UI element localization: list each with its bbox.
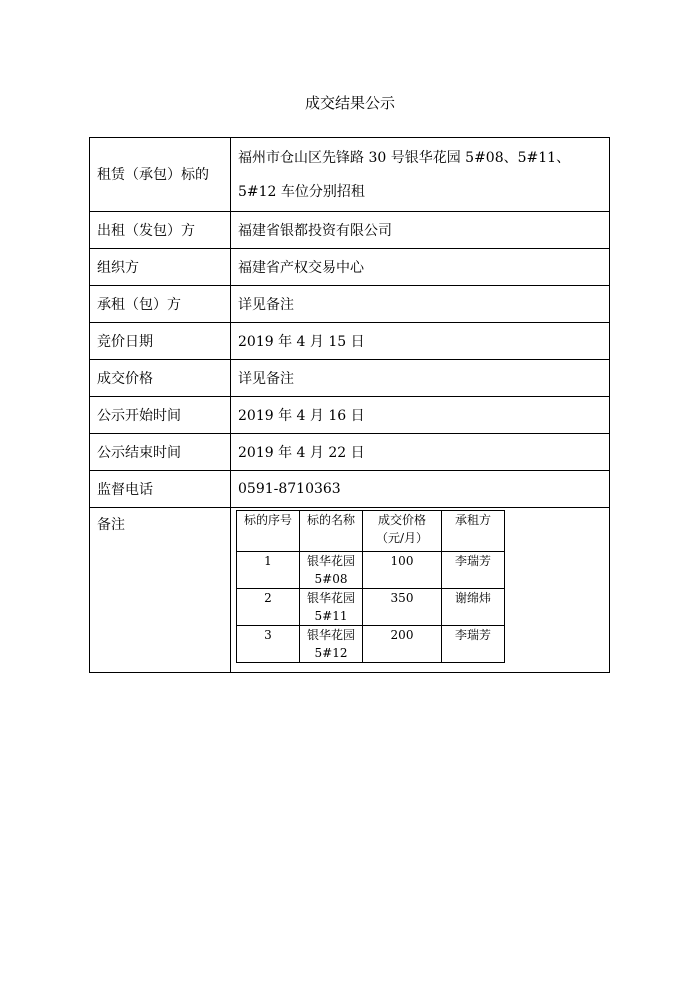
subtable-header bbox=[237, 511, 505, 552]
row-value: 2019 年 4 月 16 日 bbox=[231, 397, 610, 434]
row-value: 福州市仓山区先锋路 30 号银华花园 5#08、5#11、5#12 车位分别招租 bbox=[231, 138, 610, 212]
table-row bbox=[90, 138, 610, 212]
lot-name: 银华花园 5#11 bbox=[300, 589, 363, 626]
lot-name: 银华花园 5#08 bbox=[300, 552, 363, 589]
row-label: 承租（包）方 bbox=[90, 286, 231, 323]
row-value: 详见备注 bbox=[231, 286, 610, 323]
table-row bbox=[90, 360, 610, 397]
table-row bbox=[90, 323, 610, 360]
table-row bbox=[90, 397, 610, 434]
header-lot-name: 标的名称 bbox=[300, 511, 363, 552]
row-label: 监督电话 bbox=[90, 471, 231, 508]
table-row bbox=[90, 434, 610, 471]
lot-tenant: 李瑞芳 bbox=[442, 552, 505, 589]
table-row bbox=[90, 471, 610, 508]
lot-price: 200 bbox=[363, 626, 442, 663]
lot-number: 2 bbox=[237, 589, 300, 626]
subtable-row bbox=[237, 626, 505, 663]
row-value: 0591-8710363 bbox=[231, 471, 610, 508]
lot-name: 银华花园 5#12 bbox=[300, 626, 363, 663]
lot-number: 3 bbox=[237, 626, 300, 663]
row-value: 2019 年 4 月 22 日 bbox=[231, 434, 610, 471]
lot-price: 100 bbox=[363, 552, 442, 589]
lot-number: 1 bbox=[237, 552, 300, 589]
table-row bbox=[90, 286, 610, 323]
table-row bbox=[90, 249, 610, 286]
table-row bbox=[90, 212, 610, 249]
row-label: 竞价日期 bbox=[90, 323, 231, 360]
row-label: 成交价格 bbox=[90, 360, 231, 397]
lot-price: 350 bbox=[363, 589, 442, 626]
notes-row bbox=[90, 508, 610, 673]
row-label: 公示开始时间 bbox=[90, 397, 231, 434]
notes-cell bbox=[231, 508, 610, 673]
subtable-row bbox=[237, 552, 505, 589]
notes-label: 备注 bbox=[90, 508, 231, 673]
row-value: 福建省银都投资有限公司 bbox=[231, 212, 610, 249]
page-title: 成交结果公示 bbox=[304, 94, 395, 112]
row-label: 组织方 bbox=[90, 249, 231, 286]
lot-tenant: 谢绵炜 bbox=[442, 589, 505, 626]
row-label: 租赁（承包）标的 bbox=[90, 138, 231, 212]
row-label: 出租（发包）方 bbox=[90, 212, 231, 249]
lot-tenant: 李瑞芳 bbox=[442, 626, 505, 663]
header-lot-number: 标的序号 bbox=[237, 511, 300, 552]
announcement-table bbox=[89, 137, 610, 673]
header-tenant: 承租方 bbox=[442, 511, 505, 552]
header-price: 成交价格（元/月） bbox=[363, 511, 442, 552]
results-subtable bbox=[236, 510, 505, 663]
row-value: 福建省产权交易中心 bbox=[231, 249, 610, 286]
subtable-row bbox=[237, 589, 505, 626]
row-value: 详见备注 bbox=[231, 360, 610, 397]
row-value: 2019 年 4 月 15 日 bbox=[231, 323, 610, 360]
row-label: 公示结束时间 bbox=[90, 434, 231, 471]
